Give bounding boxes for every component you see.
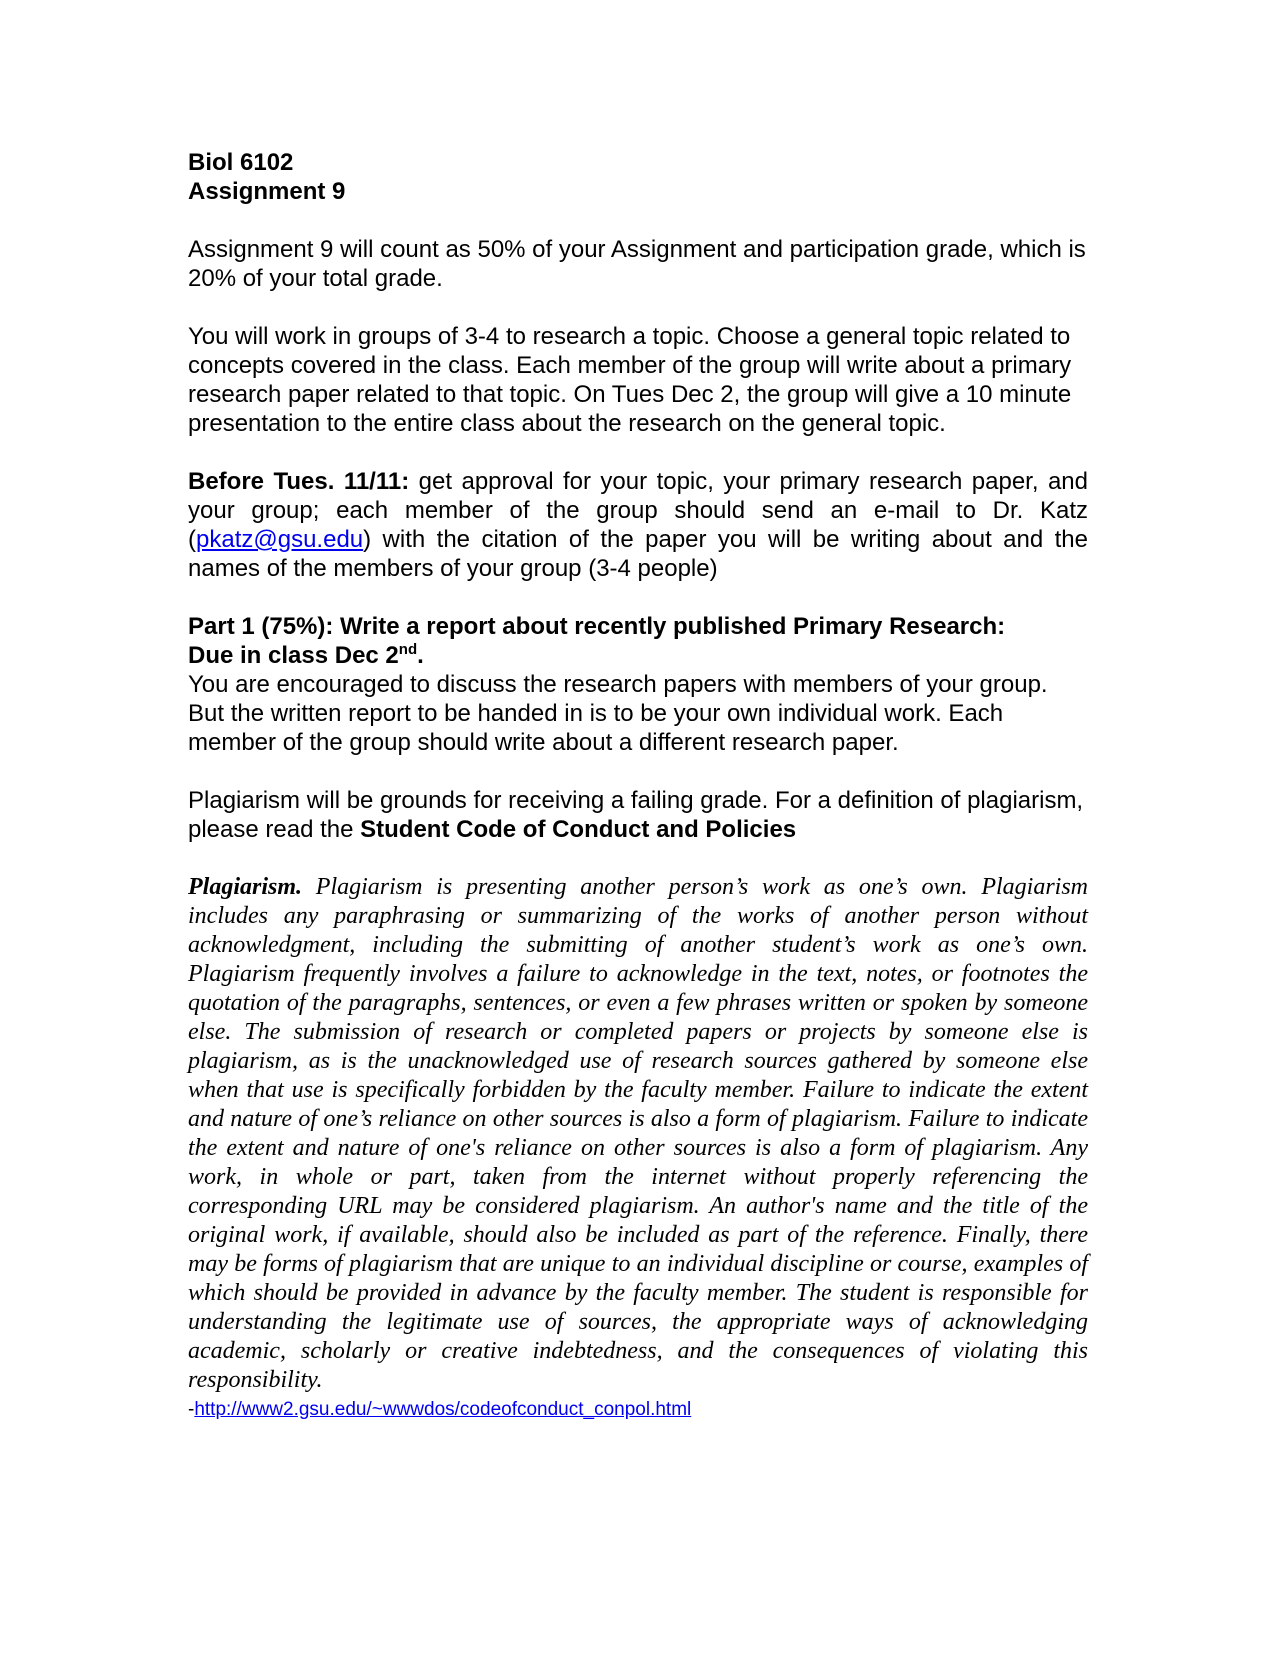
code-of-conduct-link[interactable]: http://www2.gsu.edu/~wwwdos/codeofconduct_conpol.html [194, 1399, 692, 1420]
part1-due-suffix: nd [398, 641, 418, 658]
part1-section [188, 612, 1088, 757]
group-work-paragraph: You will work in groups of 3-4 to research a topic. Choose a general topic related to concepts covered in the class. Each member of the group will write about a primary research paper related to that topic. On Tues Dec 2, the group will give a 10 minute presentation to the entire class about the research on the general topic. [188, 323, 1072, 437]
policy-excerpt [188, 873, 1088, 1423]
approval-deadline: Before Tues. 11/11: [188, 468, 410, 495]
approval-text-end: ) with the citation of the paper you will be writing about and the names of the members of your group (3-4 people) [188, 526, 1088, 582]
part1-heading-line2 [188, 641, 1088, 670]
grade-note: Assignment 9 will count as 50% of your Assignment and participation grade, which is 20% of your total grade. [188, 236, 1086, 292]
part1-body: You are encouraged to discuss the research papers with members of your group. But the written report to be handed in is to be your own individual work. Each member of the group should write about a different research paper. [188, 671, 1048, 756]
approval-text-start: get approval for your topic, your primary research paper, and your group; each member of the group should send an e-mail to Dr. Katz ( [188, 468, 1088, 553]
plagiarism-intro [188, 786, 1088, 844]
part1-heading [188, 612, 1088, 670]
part1-due-end: . [417, 642, 424, 669]
policy-term: Plagiarism. [188, 874, 303, 900]
approval-paragraph [188, 467, 1088, 583]
course-code: Biol 6102 [188, 149, 294, 176]
policy-paragraph [188, 873, 1088, 1395]
policy-source [188, 1397, 1088, 1423]
plagiarism-intro-text: Plagiarism will be grounds for receiving a failing grade. For a definition of plagiarism, please read the [188, 787, 1084, 843]
part1-heading-line1: Part 1 (75%): Write a report about recently published Primary Research: [188, 613, 1006, 640]
email-link[interactable]: pkatz@gsu.edu [196, 526, 364, 553]
part1-due: Due in class Dec 2 [188, 642, 399, 669]
document-page [188, 148, 1088, 1423]
policy-source-prefix: - [188, 1399, 195, 1420]
document-header [188, 148, 1088, 206]
policy-definition: Plagiarism is presenting another person’s work as one’s own. Plagiarism includes any paraphrasing or summarizing of the works of another person without acknowledgment, including the submitting of another student’s work as one’s own. Plagiarism frequently involves a failure to acknowledge in the text, notes, or footnotes the quotation of the paragraphs, sentences, or even a few phrases written or spoken by someone else. The submission of research or completed papers or projects by someone else is plagiarism, as is the unacknowledged use of research sources gathered by someone else when that use is specifically forbidden by the faculty member. Failure to indicate the extent and nature of one’s reliance on other sources is also a form of plagiarism. Failure to indicate the extent and nature of one's reliance on other sources is also a form of plagiarism. Any work, in whole or part, taken from the internet without properly referencing the corresponding URL may be considered plagiarism. An author's name and the title of the original work, if available, should also be included as part of the reference. Finally, there may be forms of plagiarism that are unique to an individual discipline or course, examples of which should be provided in advance by the faculty member. The student is responsible for understanding the legitimate use of sources, the appropriate ways of acknowledging academic, scholarly or creative indebtedness, and the consequences of violating this responsibility. [188, 874, 1088, 1393]
assignment-title: Assignment 9 [188, 178, 346, 205]
code-of-conduct-title: Student Code of Conduct and Policies [360, 816, 797, 843]
